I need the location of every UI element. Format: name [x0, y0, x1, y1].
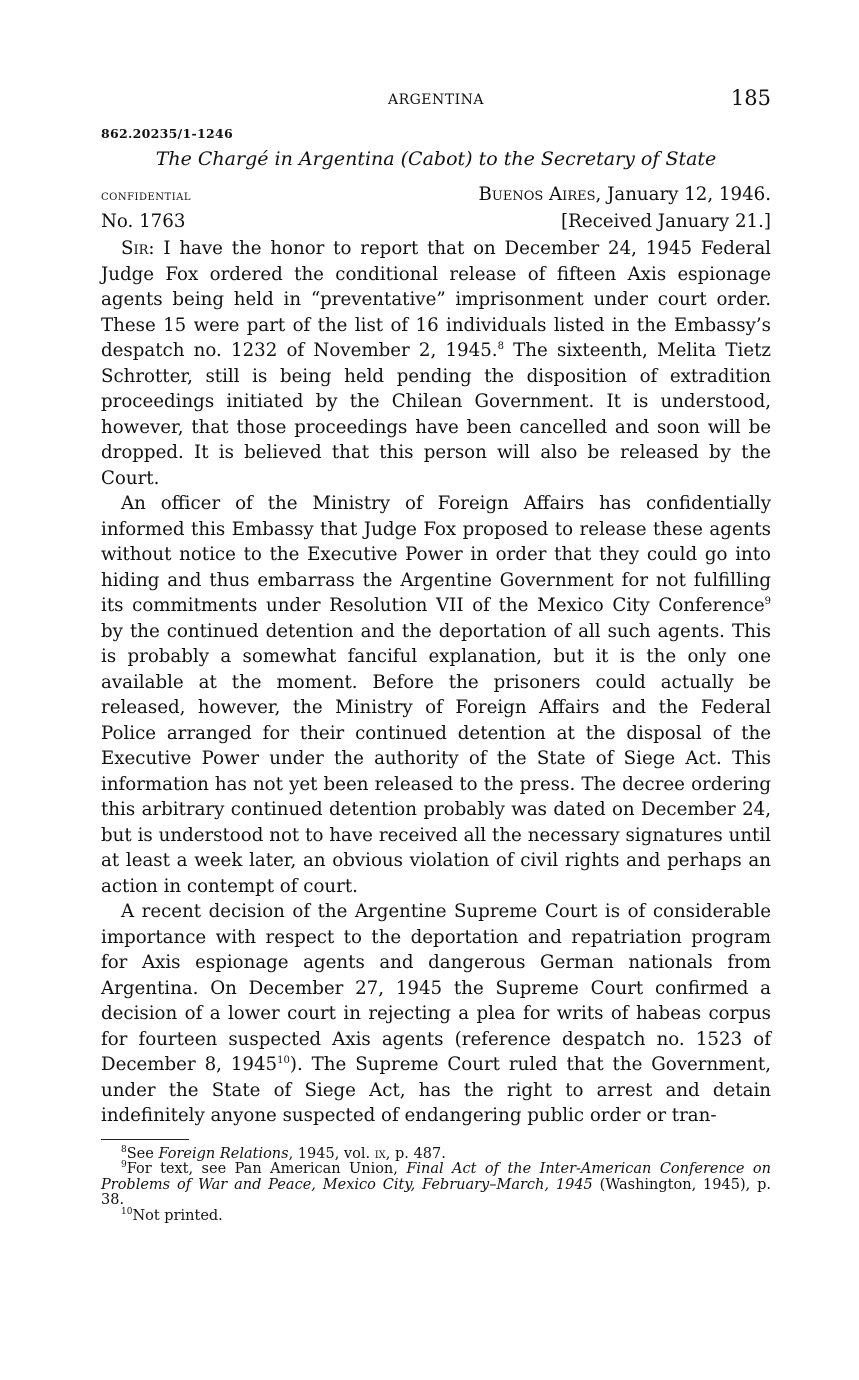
received-date: [Received January 21.]: [561, 211, 771, 232]
paragraph-2-text-b: by the continued detention and the deportation of all such agents. This is probably a somewhat fanciful explanation, but it is the only one available at the moment. Before the prisoners could actually be released, however, the Ministry of Foreign Affairs and the Federal Police arranged for their continued detention at the disposal of the Executive Power under the authority of the State of Siege Act. This information has not yet been released to the press. The decree ordering this arbitrary continued detention probably was dated on December 24, but is understood not to have received all the necessary signatures until at least a week later, an obvious violation of civil rights and perhaps an action in contempt of court.: [101, 620, 771, 897]
place-city: Buenos Aires: [478, 184, 596, 205]
paragraph-1: [101, 236, 771, 491]
footnote-10-text: Not printed.: [132, 1207, 223, 1224]
footnote-8-volume: ix: [374, 1145, 386, 1162]
paragraph-1-text-a: : I have the honor to report that on December 24, 1945 Federal Judge Fox ordered the conditional release of fifteen Axis espionage agents being held in “preventative” imprisonment under court order. These 15 were part of the list of 16 individuals listed in the Embassy’s despatch no. 1232 of November 2, 1945.: [101, 238, 771, 361]
document-page: [101, 86, 771, 1224]
paragraph-2-text-a: An officer of the Ministry of Foreign Affairs has confidentially informed this Embassy that Judge Fox proposed to release these agents without notice to the Executive Power in order that they could go into hiding and thus embarrass the Argentine Government for not fulfilling its commitments under Resolution VII of the Mexico City Conference: [101, 493, 771, 616]
salutation: Sir: [121, 238, 149, 259]
footnote-8-text-b: , 1945, vol.: [288, 1145, 375, 1162]
footnote-8-mark: 8: [121, 1144, 127, 1155]
paragraph-2: [101, 491, 771, 899]
footnote-9-text-a: For text, see Pan American Union,: [126, 1161, 407, 1177]
footnote-10: [101, 1206, 771, 1225]
number-row: [101, 209, 771, 234]
running-title: ARGENTINA: [387, 92, 485, 108]
footnote-divider: [101, 1139, 189, 1140]
footnotes: [101, 1144, 772, 1225]
footnote-8: [101, 1144, 771, 1163]
paragraph-3: [101, 899, 771, 1129]
footnote-ref-9: 9: [764, 595, 771, 607]
footnote-9-mark: 9: [121, 1160, 127, 1171]
footnote-9-text-b: (Washington, 1945), p. 38.: [101, 1176, 772, 1208]
file-number: 862.20235/1-1246: [101, 126, 233, 141]
despatch-number: No. 1763: [101, 211, 186, 232]
footnote-8-text-a: See: [126, 1145, 159, 1162]
footnote-9-title: Final Act of the Inter-American Conference on Problems of War and Peace, Mexico City, February–March, 1945: [101, 1161, 771, 1193]
footnote-ref-10: 10: [277, 1054, 290, 1066]
footnote-ref-8: 8: [497, 340, 504, 352]
footnote-8-text-c: , p. 487.: [385, 1145, 446, 1162]
paragraph-1-text-b: The sixteenth, Melita Tietz Schrotter, still is being held pending the disposition of extradition proceedings initiated by the Chilean Government. It is understood, however, that those proceedings have been cancelled and soon will be dropped. It is believed that this person will also be released by the Court.: [101, 340, 771, 489]
dateline-row: [101, 182, 771, 209]
classification-label: confidential: [101, 188, 192, 204]
running-head: [101, 86, 771, 116]
dateline: [479, 182, 771, 207]
footnote-10-mark: 10: [121, 1206, 133, 1217]
document-title: The Chargé in Argentina (Cabot) to the Secretary of State: [155, 148, 717, 170]
paragraph-3-text-b: ). The Supreme Court ruled that the Government, under the State of Siege Act, has the right to arrest and detain indefinitely anyone suspected of endangering public order or tran-: [101, 1054, 771, 1126]
letter-body: [101, 236, 771, 1129]
page-number: 185: [730, 86, 771, 110]
footnote-8-title: Foreign Relations: [158, 1145, 289, 1162]
paragraph-3-text-a: A recent decision of the Argentine Supreme Court is of considerable importance with respect to the deportation and repatriation program for Axis espionage agents and dangerous German nationals from Argentina. On December 27, 1945 the Supreme Court confirmed a decision of a lower court in rejecting a plea for writs of habeas corpus for fourteen suspected Axis agents (reference despatch no. 1523 of December 8, 1945: [101, 901, 771, 1075]
footnote-9: [101, 1162, 771, 1209]
date: , January 12, 1946.: [595, 184, 771, 205]
